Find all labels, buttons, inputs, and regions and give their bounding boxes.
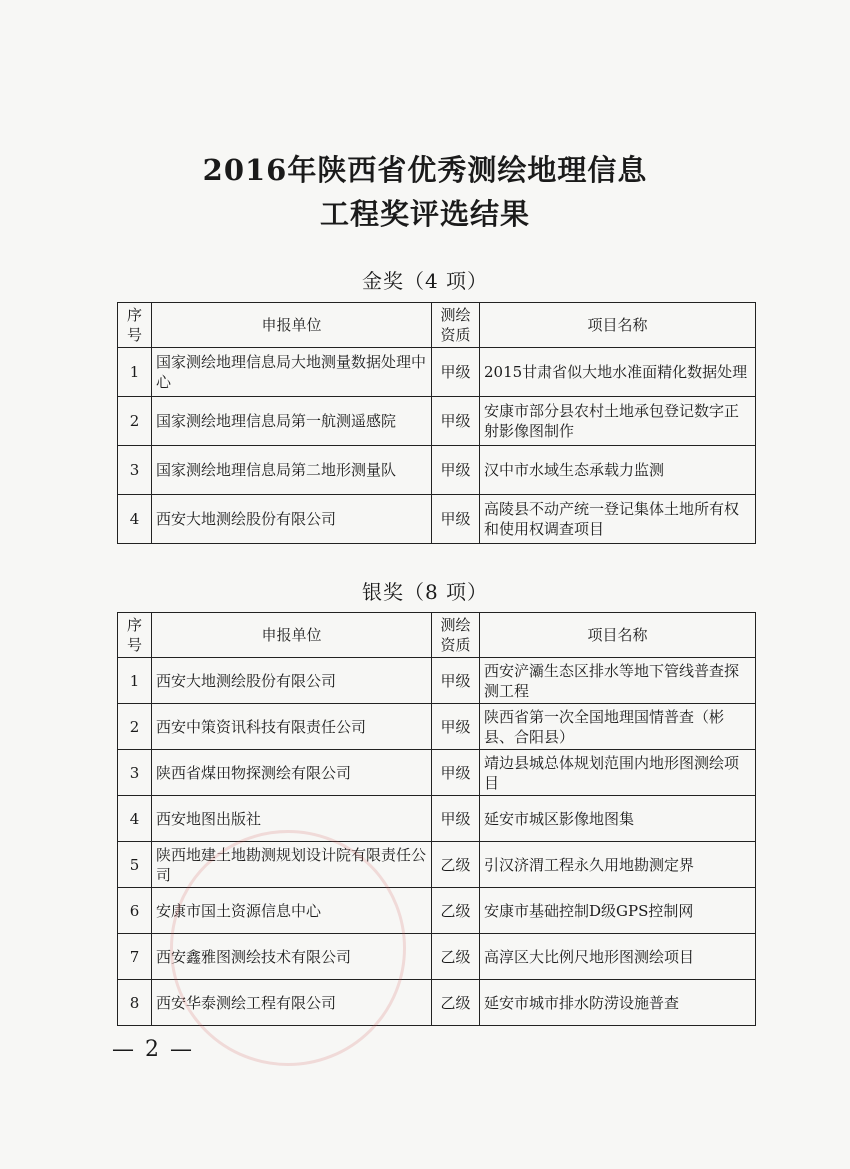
row-index: 3 — [118, 750, 152, 796]
table-header-row — [118, 613, 756, 658]
row-index: 8 — [118, 980, 152, 1026]
header-grade: 测绘资质 — [432, 303, 480, 348]
header-unit: 申报单位 — [152, 613, 432, 658]
header-index: 序号 — [118, 613, 152, 658]
table-row — [118, 397, 756, 446]
row-grade: 甲级 — [432, 750, 480, 796]
row-grade: 甲级 — [432, 348, 480, 397]
table-header-row — [118, 303, 756, 348]
row-project: 延安市城区影像地图集 — [480, 796, 756, 842]
row-project: 陕西省第一次全国地理国情普查（彬县、合阳县） — [480, 704, 756, 750]
table-row — [118, 750, 756, 796]
row-project: 2015甘肃省似大地水准面精化数据处理 — [480, 348, 756, 397]
row-unit: 国家测绘地理信息局第二地形测量队 — [152, 446, 432, 495]
row-unit: 陕西省煤田物探测绘有限公司 — [152, 750, 432, 796]
row-index: 2 — [118, 397, 152, 446]
row-grade: 甲级 — [432, 704, 480, 750]
row-grade: 乙级 — [432, 888, 480, 934]
row-project: 高陵县不动产统一登记集体土地所有权和使用权调查项目 — [480, 495, 756, 544]
table-row — [118, 842, 756, 888]
document-title — [0, 148, 850, 236]
row-index: 4 — [118, 495, 152, 544]
row-project: 高淳区大比例尺地形图测绘项目 — [480, 934, 756, 980]
row-unit: 西安鑫雅图测绘技术有限公司 — [152, 934, 432, 980]
row-index: 5 — [118, 842, 152, 888]
table-row — [118, 888, 756, 934]
row-project: 靖边县城总体规划范围内地形图测绘项目 — [480, 750, 756, 796]
header-grade: 测绘资质 — [432, 613, 480, 658]
row-project: 引汉济渭工程永久用地勘测定界 — [480, 842, 756, 888]
row-grade: 乙级 — [432, 934, 480, 980]
row-grade: 乙级 — [432, 980, 480, 1026]
row-unit: 西安中策资讯科技有限责任公司 — [152, 704, 432, 750]
table-row — [118, 348, 756, 397]
row-unit: 西安华泰测绘工程有限公司 — [152, 980, 432, 1026]
table-row — [118, 658, 756, 704]
row-unit: 国家测绘地理信息局大地测量数据处理中心 — [152, 348, 432, 397]
table-row — [118, 980, 756, 1026]
row-project: 延安市城市排水防涝设施普查 — [480, 980, 756, 1026]
row-project: 西安浐灞生态区排水等地下管线普查探测工程 — [480, 658, 756, 704]
table-row — [118, 495, 756, 544]
row-index: 7 — [118, 934, 152, 980]
table-row — [118, 796, 756, 842]
row-unit: 西安大地测绘股份有限公司 — [152, 495, 432, 544]
silver-award-heading: 银奖（8 项） — [361, 580, 489, 604]
table-row — [118, 446, 756, 495]
row-unit: 陕西地建土地勘测规划设计院有限责任公司 — [152, 842, 432, 888]
header-index: 序号 — [118, 303, 152, 348]
row-project: 汉中市水域生态承载力监测 — [480, 446, 756, 495]
header-project: 项目名称 — [480, 613, 756, 658]
table-row — [118, 704, 756, 750]
row-index: 1 — [118, 658, 152, 704]
row-project: 安康市部分县农村土地承包登记数字正射影像图制作 — [480, 397, 756, 446]
gold-award-table — [117, 302, 756, 544]
row-index: 4 — [118, 796, 152, 842]
title-line-1: 2016年陕西省优秀测绘地理信息 — [202, 153, 648, 187]
row-grade: 甲级 — [432, 796, 480, 842]
page-number: — 2 — — [112, 1037, 194, 1062]
row-index: 1 — [118, 348, 152, 397]
header-unit: 申报单位 — [152, 303, 432, 348]
gold-award-heading: 金奖（4 项） — [361, 269, 489, 293]
row-grade: 甲级 — [432, 446, 480, 495]
row-grade: 甲级 — [432, 658, 480, 704]
row-grade: 甲级 — [432, 397, 480, 446]
silver-award-table — [117, 612, 756, 1026]
title-line-2: 工程奖评选结果 — [319, 197, 530, 231]
header-project: 项目名称 — [480, 303, 756, 348]
row-index: 3 — [118, 446, 152, 495]
row-grade: 乙级 — [432, 842, 480, 888]
row-project: 安康市基础控制D级GPS控制网 — [480, 888, 756, 934]
row-index: 6 — [118, 888, 152, 934]
row-grade: 甲级 — [432, 495, 480, 544]
row-unit: 西安大地测绘股份有限公司 — [152, 658, 432, 704]
table-row — [118, 934, 756, 980]
row-unit: 国家测绘地理信息局第一航测遥感院 — [152, 397, 432, 446]
row-unit: 西安地图出版社 — [152, 796, 432, 842]
row-unit: 安康市国土资源信息中心 — [152, 888, 432, 934]
row-index: 2 — [118, 704, 152, 750]
